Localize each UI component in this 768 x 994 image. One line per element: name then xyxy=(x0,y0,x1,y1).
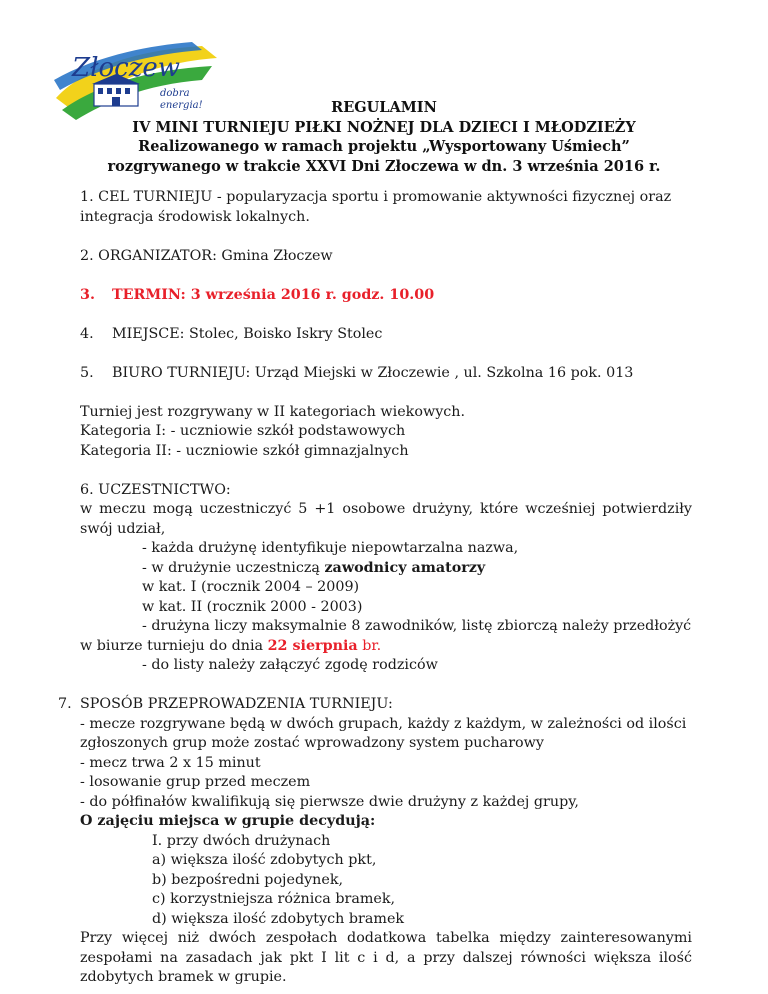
header-title: REGULAMIN xyxy=(331,99,437,116)
goal-line-2: integracja środowisk lokalnych. xyxy=(80,208,310,225)
logo-text-main: Złoczew xyxy=(72,53,181,83)
participation-item-amateurs: - w drużynie uczestniczą zawodnicy amatorzy xyxy=(142,559,486,576)
participation-title: 6. UCZESTNICTWO: xyxy=(80,481,231,498)
procedure-sub-title: I. przy dwóch drużynach xyxy=(152,832,331,849)
procedure-sub-c: c) korzystniejsza różnica bramek, xyxy=(152,891,396,907)
logo-text-sub2: energia! xyxy=(160,100,203,111)
procedure-line-semifinals: - do półfinałów kwalifikują się pierwsze dwie drużyny z każdej grupy, xyxy=(80,793,579,810)
procedure-line-cup-system: zgłoszonych grup może zostać wprowadzony system pucharowy xyxy=(80,735,544,751)
section-7-procedure xyxy=(58,695,692,988)
participation-item-consent: - do listy należy załączyć zgodę rodziców xyxy=(142,657,438,673)
goal-line-1: 1. CEL TURNIEJU - popularyzacja sportu i promowanie aktywności fizycznej oraz xyxy=(80,189,672,205)
procedure-line-groups: - mecze rozgrywane będą w dwóch grupach, każdy z każdym, w zależności od ilości xyxy=(80,715,687,732)
participation-item-name: - każda drużynę identyfikuje niepowtarzalna nazwa, xyxy=(142,540,519,556)
procedure-final-line-1: Przy więcej niż dwóch zespołach dodatkowa tabelka między zainteresowanymi xyxy=(80,930,692,946)
categories-block xyxy=(80,403,692,462)
section-3-date: 3. TERMIN: 3 września 2016 r. godz. 10.00 xyxy=(80,286,435,303)
category-2: Kategoria II: - uczniowie szkół gimnazjalnych xyxy=(80,442,409,459)
section-6-participation xyxy=(80,481,692,676)
logo-text-sub1: dobra xyxy=(160,88,190,99)
procedure-sub-a: a) większa ilość zdobytych pkt, xyxy=(152,852,377,868)
participation-item-cat2-years: w kat. II (rocznik 2000 - 2003) xyxy=(142,598,363,615)
section-5-office: 5. BIURO TURNIEJU: Urząd Miejski w Złoczewie , ul. Szkolna 16 pok. 013 xyxy=(80,364,634,381)
header-tournament: IV MINI TURNIEJU PIŁKI NOŻNEJ DLA DZIECI I MŁODZIEŻY xyxy=(132,118,636,136)
procedure-title: 7. SPOSÓB PRZEPROWADZENIA TURNIEJU: xyxy=(58,696,393,712)
header-event: rozgrywanego w trakcie XXVI Dni Złoczewa w dn. 3 września 2016 r. xyxy=(107,157,661,175)
document-body xyxy=(58,188,692,988)
section-1-goal xyxy=(80,188,692,227)
participation-item-deadline: w biurze turnieju do dnia 22 sierpnia br. xyxy=(80,637,382,654)
header-project: Realizowanego w ramach projektu „Wysportowany Uśmiech” xyxy=(138,138,630,155)
participation-item-cat1-years: w kat. I (rocznik 2004 – 2009) xyxy=(142,579,360,595)
procedure-final-line-2: zespołami na zasadach jak pkt I lit c i d, a przy dalszej równości większa ilość xyxy=(80,949,692,966)
section-2-organizer: 2. ORGANIZATOR: Gmina Złoczew xyxy=(80,247,333,264)
procedure-sub-b: b) bezpośredni pojedynek, xyxy=(152,871,344,888)
participation-line-1: w meczu mogą uczestniczyć 5 +1 osobowe drużyny, które wcześniej potwierdziły xyxy=(80,501,692,517)
section-4-venue: 4. MIEJSCE: Stolec, Boisko Iskry Stolec xyxy=(80,325,383,342)
category-1: Kategoria I: - uczniowie szkół podstawowych xyxy=(80,423,406,439)
categories-intro: Turniej jest rozgrywany w II kategoriach wiekowych. xyxy=(80,403,466,420)
procedure-line-duration: - mecz trwa 2 x 15 minut xyxy=(80,754,261,771)
procedure-final-line-3: zdobytych bramek w grupie. xyxy=(80,969,287,985)
procedure-line-draw: - losowanie grup przed meczem xyxy=(80,774,311,790)
document-header xyxy=(60,98,708,176)
participation-line-2: swój udział, xyxy=(80,520,166,537)
procedure-line-ranking-title: O zajęciu miejsca w grupie decydują: xyxy=(80,813,376,829)
procedure-sub-d: d) większa ilość zdobytych bramek xyxy=(152,910,405,927)
participation-item-roster: - drużyna liczy maksymalnie 8 zawodników, listę zbiorczą należy przedłożyć xyxy=(142,618,692,634)
